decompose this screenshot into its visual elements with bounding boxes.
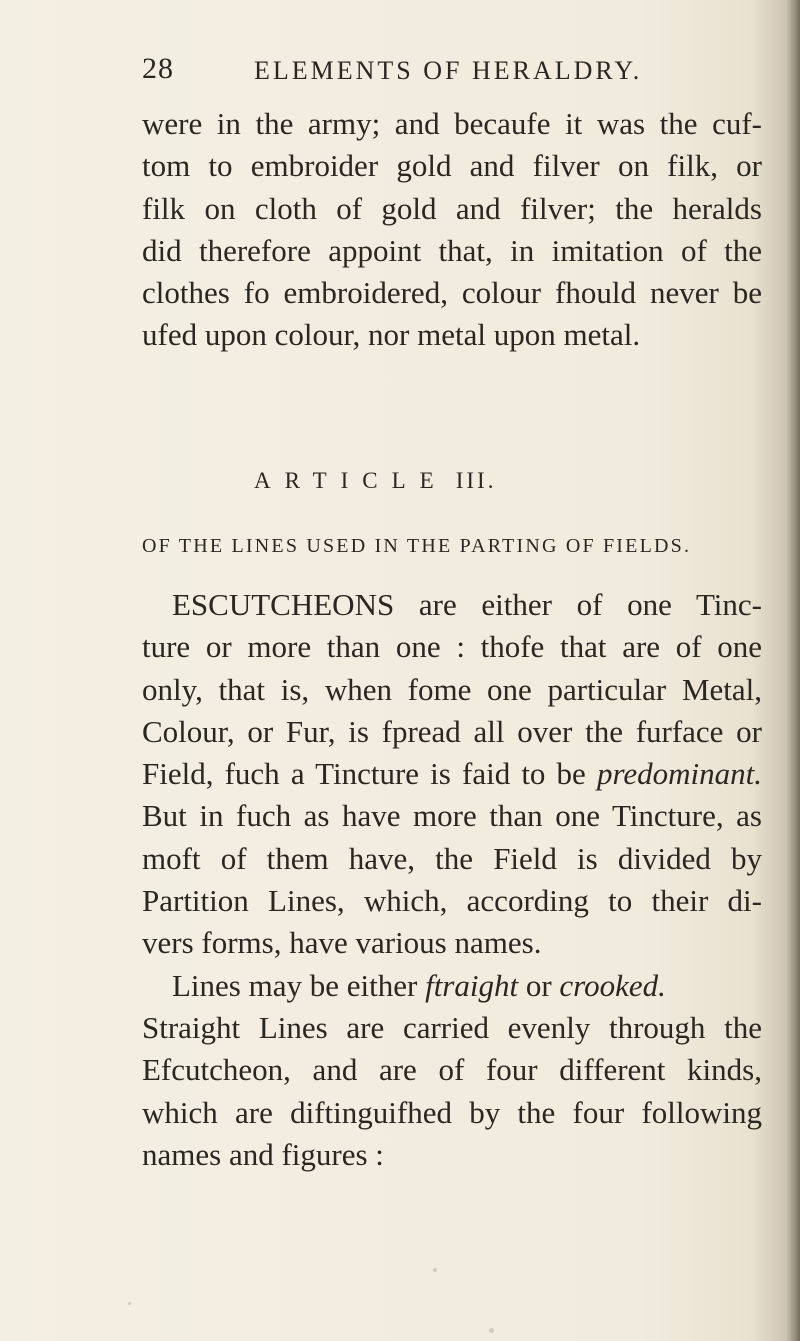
text-line: vers forms, have various names.	[142, 925, 542, 961]
paper-speck	[433, 1268, 437, 1272]
text-line: filk on cloth of gold and filver; the heralds	[142, 190, 762, 226]
text-line: ESCUTCHEONS are either of one Tinc-	[172, 587, 762, 622]
text-line: clothes fo embroidered, colour fhould never be	[142, 275, 762, 311]
text-line: only, that is, when fome one particular Metal,	[142, 671, 762, 707]
text-line: were in the army; and becaufe it was the cuf-	[142, 106, 762, 141]
text-segment: or	[518, 967, 560, 1003]
italic-term: ftraight	[425, 967, 519, 1003]
text-line: ufed upon colour, nor metal upon metal.	[142, 317, 641, 353]
running-head: ELEMENTS OF HERALDRY.	[254, 56, 643, 85]
italic-term: predominant.	[596, 756, 762, 792]
text-line: Efcutcheon, and are of four different kinds,	[142, 1052, 762, 1088]
article-heading	[254, 468, 496, 494]
text-line: ture or more than one : thofe that are of one	[142, 629, 762, 665]
page-edge-shadow	[786, 0, 800, 1341]
italic-term: crooked.	[559, 967, 666, 1003]
page-number: 28	[142, 52, 174, 85]
text-line: But in fuch as have more than one Tincture, as	[142, 798, 762, 834]
text-line: moft of them have, the Field is divided by	[142, 840, 762, 876]
paragraph-1	[142, 103, 762, 357]
text-line: which are diftinguifhed by the four following	[142, 1094, 762, 1130]
text-line: Straight Lines are carried evenly through the	[142, 1009, 762, 1045]
page-header	[142, 52, 742, 92]
article-number: III.	[455, 468, 497, 493]
text-segment: Lines may be either	[172, 967, 426, 1003]
paper-speck	[489, 1328, 494, 1333]
text-line	[142, 753, 762, 795]
text-line: did therefore appoint that, in imitation of the	[142, 232, 762, 268]
text-line: tom to embroider gold and filver on filk, or	[142, 148, 762, 184]
text-line: names and figures :	[142, 1136, 384, 1172]
section-title: OF THE LINES USED IN THE PARTING OF FIELDS.	[142, 535, 692, 557]
text-line: Partition Lines, which, according to their di-	[142, 883, 762, 919]
paragraph-2	[142, 584, 762, 1176]
text-segment: Field, fuch a Tincture is faid to be	[142, 756, 597, 792]
text-line: Colour, or Fur, is fpread all over the furface or	[142, 713, 762, 749]
paper-speck	[128, 1302, 131, 1305]
article-label: ARTICLE	[254, 468, 448, 493]
text-line	[142, 965, 762, 1007]
